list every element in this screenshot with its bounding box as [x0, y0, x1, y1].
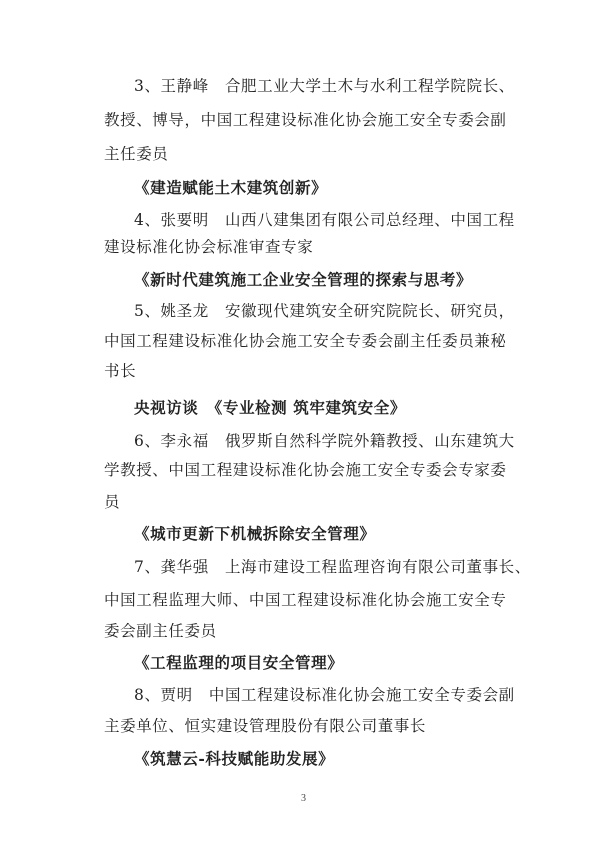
- speaker-7-line-2: 中国工程监理大师、中国工程建设标准化协会施工安全专: [104, 591, 507, 609]
- speaker-4-line-2: 建设标准化协会标准审查专家: [104, 238, 314, 256]
- speaker-7-line-1: 7、龚华强 上海市建设工程监理咨询有限公司董事长、: [134, 558, 531, 576]
- talk-title-3: 《建造赋能土木建筑创新》: [134, 178, 328, 197]
- speaker-8-line-1: 8、贾明 中国工程建设标准化协会施工安全专委会副: [134, 686, 515, 704]
- talk-title-5: 央视访谈 《专业检测 筑牢建筑安全》: [134, 398, 406, 417]
- speaker-4-line-1: 4、张要明 山西八建集团有限公司总经理、中国工程: [134, 211, 515, 229]
- speaker-7-line-3: 委会副主任委员: [104, 622, 217, 640]
- speaker-3-line-1: 3、王静峰 合肥工业大学土木与水利工程学院院长、: [134, 77, 515, 95]
- speaker-5-line-3: 书长: [104, 362, 137, 380]
- speaker-3-line-2: 教授、博导，中国工程建设标准化协会施工安全专委会副: [104, 111, 507, 129]
- talk-title-4: 《新时代建筑施工企业安全管理的探索与思考》: [134, 270, 473, 289]
- speaker-8-line-2: 主委单位、恒实建设管理股份有限公司董事长: [104, 717, 427, 735]
- page-number: 3: [301, 793, 306, 804]
- talk-title-8: 《筑慧云-科技赋能助发展》: [134, 749, 335, 768]
- speaker-6-line-1: 6、李永福 俄罗斯自然科学院外籍教授、山东建筑大: [134, 432, 515, 450]
- talk-title-7: 《工程监理的项目安全管理》: [134, 653, 344, 672]
- talk-title-6: 《城市更新下机械拆除安全管理》: [134, 524, 376, 543]
- speaker-5-line-1: 5、姚圣龙 安徽现代建筑安全研究院院长、研究员，: [134, 302, 515, 320]
- speaker-6-line-2: 学教授、中国工程建设标准化协会施工安全专委会专家委: [104, 461, 507, 479]
- speaker-3-line-3: 主任委员: [104, 145, 169, 163]
- speaker-6-line-3: 员: [104, 493, 121, 511]
- speaker-5-line-2: 中国工程建设标准化协会施工安全专委会副主任委员兼秘: [104, 332, 507, 350]
